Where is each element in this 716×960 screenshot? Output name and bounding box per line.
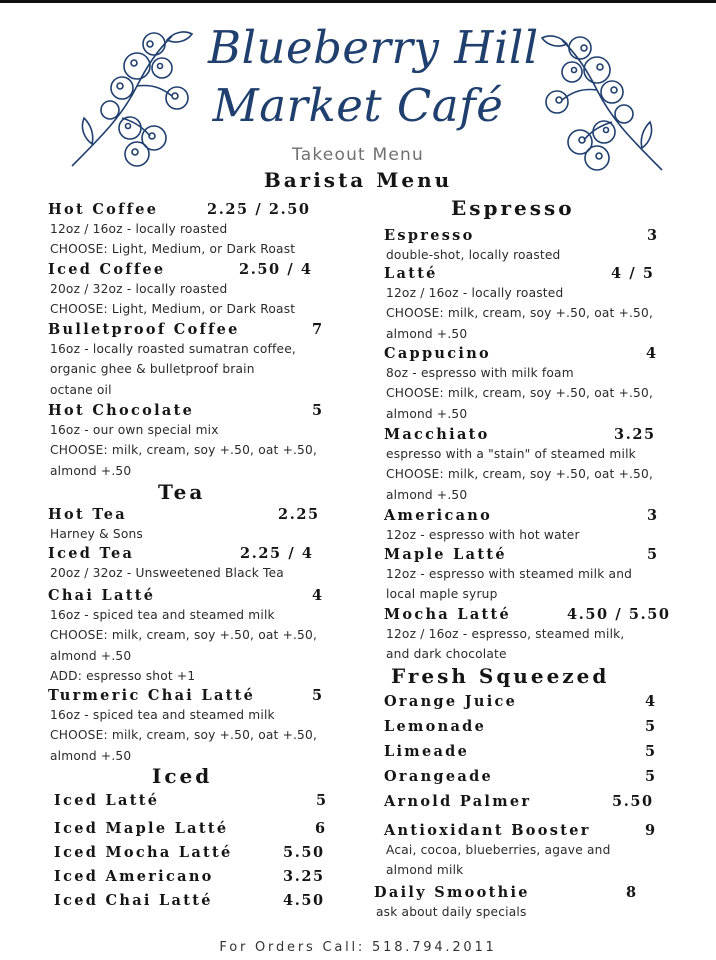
- menu-item-description: 12oz / 16oz - locally roasted: [50, 222, 228, 236]
- menu-item-description: almond +.50: [50, 748, 132, 763]
- menu-item-price: 5.50: [283, 844, 325, 861]
- menu-item-price: 3: [647, 227, 659, 244]
- menu-item-price: 6: [315, 820, 327, 837]
- menu-item-name: Orange Juice: [384, 693, 518, 710]
- menu-item-description: CHOOSE: milk, cream, soy +.50, oat +.50,: [50, 728, 318, 743]
- iced-heading: Iced: [152, 764, 213, 788]
- menu-item-price: 4: [645, 693, 657, 710]
- blueberry-branch-icon: [62, 26, 202, 171]
- menu-item-description: 12oz - espresso with hot water: [386, 528, 580, 542]
- menu-item-description: 20oz / 32oz - locally roasted: [50, 282, 228, 296]
- menu-item-description: and dark chocolate: [386, 647, 507, 662]
- menu-item-description: ask about daily specials: [376, 905, 527, 919]
- menu-item-description: 8oz - espresso with milk foam: [386, 366, 574, 380]
- menu-item-description: Harney & Sons: [50, 527, 143, 541]
- menu-item-name: Lemonade: [384, 718, 487, 735]
- menu-item-name: Limeade: [384, 743, 470, 760]
- menu-item-price: 5: [645, 743, 657, 760]
- menu-item-price: 4.50 / 5.50: [567, 606, 671, 623]
- menu-item-description: almond +.50: [386, 326, 468, 341]
- menu-item-description: double-shot, locally roasted: [386, 248, 561, 262]
- menu-item-name: Hot Chocolate: [48, 402, 195, 419]
- menu-item-price: 5: [312, 402, 324, 419]
- menu-item-price: 5: [316, 792, 328, 809]
- menu-item-price: 9: [645, 822, 657, 839]
- menu-item-name: Bulletproof Coffee: [48, 321, 240, 338]
- menu-item-description: 12oz - espresso with steamed milk and: [386, 567, 633, 581]
- menu-item-name: Iced Maple Latté: [54, 820, 229, 837]
- menu-item-description: organic ghee & bulletproof brain: [50, 362, 255, 377]
- cafe-title-line1: Blueberry Hill: [208, 21, 539, 74]
- menu-item-name: Espresso: [384, 227, 475, 244]
- menu-item-name: Hot Coffee: [48, 201, 159, 218]
- menu-item-description: CHOOSE: milk, cream, soy +.50, oat +.50,: [386, 386, 654, 401]
- menu-item-name: Arnold Palmer: [384, 793, 532, 810]
- menu-item-name: Iced Latté: [54, 792, 160, 809]
- menu-item-description: almond +.50: [50, 463, 132, 478]
- menu-item-price: 2.50 / 4: [239, 261, 313, 278]
- menu-item-name: Antioxidant Booster: [384, 822, 591, 839]
- menu-item-price: 4: [312, 587, 324, 604]
- menu-item-description: CHOOSE: milk, cream, soy +.50, oat +.50,: [50, 443, 318, 458]
- menu-item-name: Mocha Latté: [384, 606, 512, 623]
- menu-item-name: Americano: [384, 507, 493, 524]
- menu-item-description: 12oz / 16oz - locally roasted: [386, 286, 564, 300]
- barista-menu-heading: Barista Menu: [263, 168, 453, 192]
- menu-item-price: 5: [645, 768, 657, 785]
- menu-item-price: 3: [647, 507, 659, 524]
- menu-item-name: Cappucino: [384, 345, 492, 362]
- menu-item-name: Latté: [384, 265, 438, 282]
- menu-item-price: 5: [312, 687, 324, 704]
- menu-item-description: CHOOSE: milk, cream, soy +.50, oat +.50,: [386, 306, 654, 321]
- menu-item-description: CHOOSE: milk, cream, soy +.50, oat +.50,: [50, 628, 318, 643]
- menu-item-description: almond milk: [386, 863, 464, 878]
- blueberry-branch-icon: [532, 30, 672, 175]
- menu-item-description: almond +.50: [386, 406, 468, 421]
- menu-item-description: almond +.50: [386, 487, 468, 502]
- top-border: [0, 0, 716, 3]
- menu-item-name: Iced Coffee: [48, 261, 166, 278]
- menu-item-name: Turmeric Chai Latté: [48, 687, 256, 704]
- menu-item-description: 16oz - locally roasted sumatran coffee,: [50, 342, 296, 356]
- menu-item-description: CHOOSE: Light, Medium, or Dark Roast: [50, 302, 296, 317]
- menu-item-price: 5: [645, 718, 657, 735]
- menu-item-description: 16oz - spiced tea and steamed milk: [50, 608, 275, 622]
- menu-item-name: Iced Mocha Latté: [54, 844, 233, 861]
- menu-item-price: 3.25: [283, 868, 325, 885]
- menu-item-description: CHOOSE: Light, Medium, or Dark Roast: [50, 242, 296, 257]
- fresh-squeezed-heading: Fresh Squeezed: [391, 664, 610, 688]
- menu-item-price: 7: [312, 321, 324, 338]
- espresso-heading: Espresso: [451, 196, 575, 220]
- menu-item-description: ADD: espresso shot +1: [50, 668, 196, 683]
- menu-item-description: CHOOSE: milk, cream, soy +.50, oat +.50,: [386, 467, 654, 482]
- menu-item-name: Macchiato: [384, 426, 490, 443]
- menu-item-name: Maple Latté: [384, 546, 507, 563]
- menu-item-price: 4 / 5: [611, 265, 655, 282]
- tea-heading: Tea: [158, 480, 206, 504]
- menu-item-price: 2.25: [278, 506, 320, 523]
- menu-item-name: Iced Americano: [54, 868, 214, 885]
- menu-item-name: Orangeade: [384, 768, 494, 785]
- orders-phone-footer: For Orders Call: 518.794.2011: [219, 940, 497, 955]
- menu-item-description: Acai, cocoa, blueberries, agave and: [386, 843, 611, 857]
- menu-item-price: 4: [646, 345, 658, 362]
- menu-subtitle: Takeout Menu: [291, 145, 424, 165]
- menu-item-description: 16oz - our own special mix: [50, 423, 219, 437]
- menu-item-name: Daily Smoothie: [374, 884, 530, 901]
- menu-item-description: local maple syrup: [386, 587, 498, 602]
- menu-item-price: 8: [626, 884, 638, 901]
- menu-item-price: 3.25: [614, 426, 656, 443]
- menu-item-description: espresso with a "stain" of steamed milk: [386, 447, 636, 461]
- cafe-title-line2: Market Café: [212, 79, 504, 132]
- menu-item-description: 12oz / 16oz - espresso, steamed milk,: [386, 627, 625, 641]
- menu-item-description: octane oil: [50, 382, 112, 397]
- menu-item-description: 16oz - spiced tea and steamed milk: [50, 708, 275, 722]
- menu-item-description: 20oz / 32oz - Unsweetened Black Tea: [50, 566, 284, 580]
- menu-item-name: Hot Tea: [48, 506, 127, 523]
- menu-item-price: 5.50: [612, 793, 654, 810]
- menu-item-price: 5: [647, 546, 659, 563]
- menu-item-price: 4.50: [283, 892, 325, 909]
- menu-item-price: 2.25 / 4: [240, 545, 314, 562]
- menu-item-description: almond +.50: [50, 648, 132, 663]
- menu-item-name: Iced Tea: [48, 545, 135, 562]
- menu-item-name: Iced Chai Latté: [54, 892, 213, 909]
- menu-item-name: Chai Latté: [48, 587, 156, 604]
- menu-item-price: 2.25 / 2.50: [207, 201, 311, 218]
